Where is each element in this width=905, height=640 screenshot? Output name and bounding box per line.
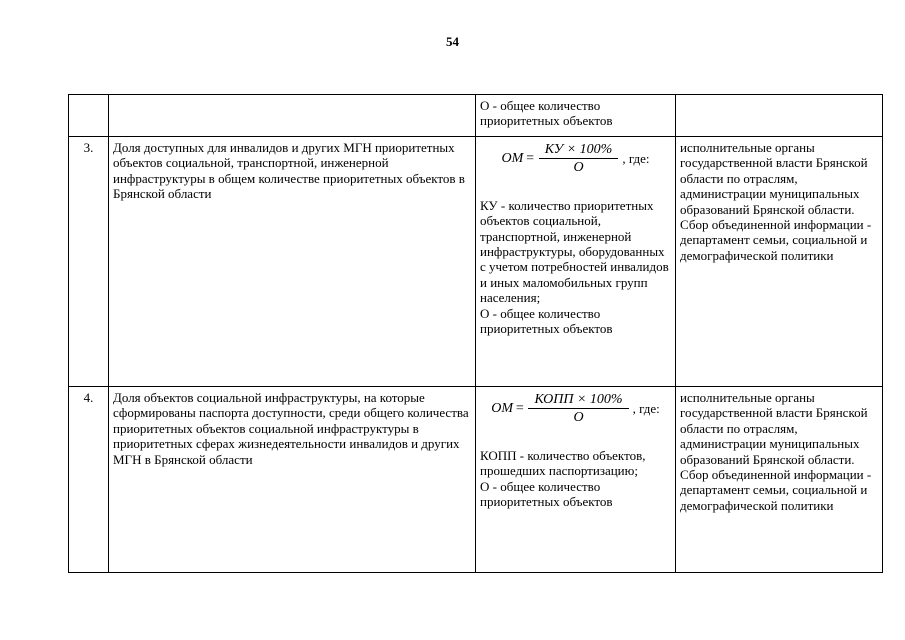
formula-fraction (528, 392, 628, 426)
formula-description (476, 387, 676, 573)
data-source: исполнительные органы государственной власти Брянской области по отраслям, администрации муниципальных образований Брянской области. Сбор объединенной информации - департамент семьи, социальной и демографической политики (676, 137, 883, 387)
table-row (69, 137, 883, 387)
indicators-table (68, 94, 883, 573)
formula-suffix: , где: (622, 151, 650, 167)
formula (480, 392, 671, 426)
row-number: 4. (69, 387, 109, 573)
formula (480, 142, 671, 176)
formula-description (476, 137, 676, 387)
data-source (676, 95, 883, 137)
formula-denominator: О (573, 410, 584, 426)
definition-text: О - общее количество приоритетных объектов (480, 305, 613, 337)
row-number: 3. (69, 137, 109, 387)
data-source: исполнительные органы государственной власти Брянской области по отраслям, администрации муниципальных образований Брянской области. Сбор объединенной информации - департамент семьи, социальной и демографической политики (676, 387, 883, 573)
page-number: 54 (446, 34, 459, 49)
definition-text: О - общее количество приоритетных объектов (480, 98, 613, 129)
indicator-name (109, 95, 476, 137)
table-row (69, 95, 883, 137)
formula-equals: = (525, 151, 535, 167)
table-row (69, 387, 883, 573)
formula-numerator: КУ × 100% (539, 142, 619, 159)
formula-equals: = (515, 401, 525, 417)
indicator-name: Доля объектов социальной инфраструктуры, на которые сформированы паспорта доступности, среди общего количества приоритетных объектов социальной инфраструктуры в приоритетных сферах жизнедеятельности инвалидов и других МГН в Брянской области (109, 387, 476, 573)
formula-suffix: , где: (632, 401, 660, 417)
formula-numerator: КОПП × 100% (528, 392, 628, 409)
indicator-name: Доля доступных для инвалидов и других МГН приоритетных объектов социальной, транспортной, инженерной инфраструктуры в общем количестве приоритетных объектов в Брянской области (109, 137, 476, 387)
definition-text: О - общее количество приоритетных объектов (480, 478, 613, 510)
definition-text: КУ - количество приоритетных объектов социальной, транспортной, инженерной инфраструктуры, оборудованных с учетом потребностей инвалидов и иных маломобильных групп населения; (480, 197, 669, 306)
row-number (69, 95, 109, 137)
formula-denominator: О (573, 160, 584, 176)
definition-text: КОПП - количество объектов, прошедших паспортизацию; (480, 447, 646, 479)
formula-lhs: ОМ (491, 401, 514, 417)
formula-lhs: ОМ (501, 151, 524, 167)
formula-fraction (539, 142, 619, 176)
formula-description (476, 95, 676, 137)
